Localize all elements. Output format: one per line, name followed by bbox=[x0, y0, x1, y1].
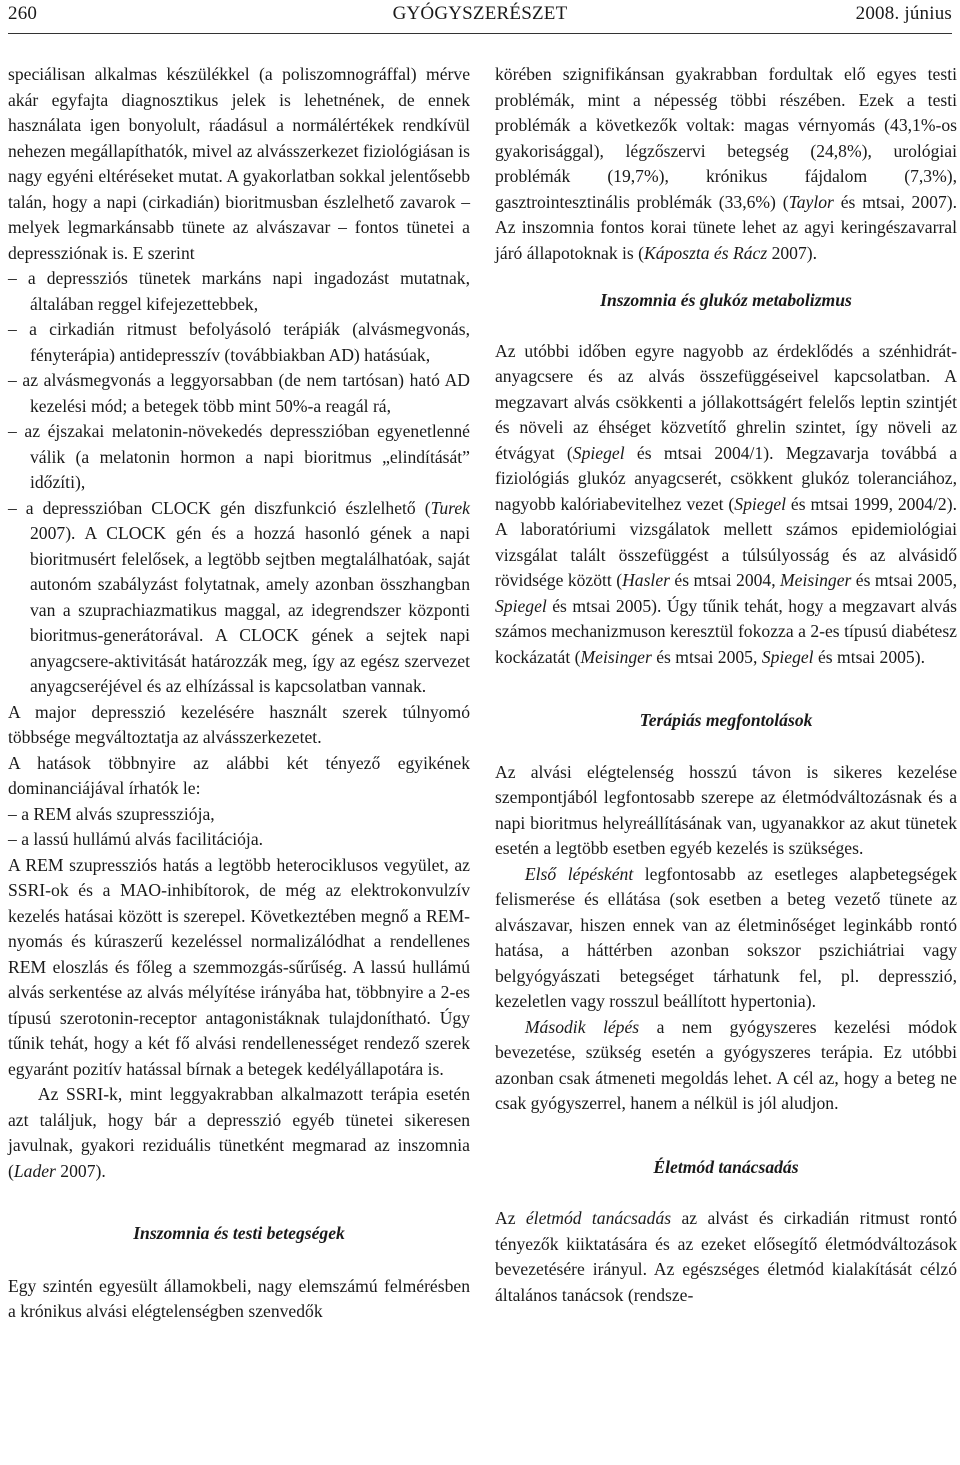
list-item: – a lassú hullámú alvás facilitációja. bbox=[8, 829, 264, 849]
paragraph: A major depresszió kezelésére használt szerek túlnyomó többsége megváltoztatja az alvásszerkezetet. bbox=[8, 701, 470, 747]
paragraph: Az alvási elégtelenség hosszú távon is sikeres kezelése szempontjából legfontosabb szerepe az életmódváltozásnak és a napi bioritmus helyreállításának van, ugyanakkor az akut tünetek esetén a legtöbb esetben egyéb kezelés is szükséges. bbox=[495, 761, 957, 858]
citation: Spiegel bbox=[495, 595, 547, 616]
section-heading: Inszomnia és testi betegségek bbox=[133, 1223, 345, 1243]
paragraph: Az utóbbi időben egyre nagyobb az érdeklődés a szénhidrát-anyagcsere és az alvás összefüggéseivel kapcsolatban. A megzavart alvás csökkenti a jóllakottságért felelős leptin szintjét és növeli az éhséget közvetítő ghrelin szintet, így növeli az étvágyat (Spiegel és mtsai 2004/1). Megzavarja továbbá a fiziológiás glukóz anyagcserét, csökkent glukóz toleranciához, nagyobb kalóriabevitelhez vezet (Spiegel és mtsai 1999, 2004/2). A laboratóriumi vizsgálatok mellett számos epidemiológiai vizsgálat talált összefüggést a túlsúlyosság és az alvásidő rövidsége között (Hasler és mtsai 2004, Meisinger és mtsai 2005, Spiegel és mtsai 2005). Úgy tűnik tehát, hogy a megzavart alvás számos mechanizmuson keresztül fokozza a 2-es típusú diabétesz kockázatát (Meisinger és mtsai 2005, Spiegel és mtsai 2005). bbox=[495, 340, 958, 667]
citation: Turek bbox=[430, 497, 470, 518]
left-column bbox=[8, 62, 470, 1325]
emphasis: Második lépés bbox=[524, 1016, 640, 1037]
list-item: – a REM alvás szupressziója, bbox=[8, 803, 215, 824]
paragraph: Egy szintén egyesült államokbeli, nagy elemszámú felmérésben a krónikus alvási elégtelenségben szenvedők bbox=[8, 1275, 470, 1321]
paragraph: Első lépésként legfontosabb az esetleges alapbetegségek felismerése és ellátása (sok esetben a beteg vezető tünete az alvászavar, hiszen ennek van az életminőséget leginkább rontó hatása, a háttérben azonban sokszor pszichiátriai vagy belgyógyászati betegséget tárhatunk fel, pl. depresszió, kezeletlen vagy rosszul beállított hypertonia). bbox=[495, 863, 957, 1011]
paragraph: Második lépés a nem gyógyszeres kezelési módok bevezetése, szükség esetén a gyógyszeres terápia. Ez utóbbi azonban csak átmeneti megoldás lehet. A cél az, hogy a beteg ne csak gyógyszerrel, hanem a nélkül is jól aludjon. bbox=[495, 1016, 957, 1113]
list-item: – az alvásmegvonás a leggyorsabban (de nem tartósan) ható AD kezelési mód; a betegek több mint 50%-a reagál rá, bbox=[8, 370, 470, 416]
citation: Spiegel bbox=[572, 442, 625, 463]
paragraph: A hatások többnyire az alábbi két tényező egyikének dominanciájával írhatók le: bbox=[8, 752, 470, 798]
citation: Káposzta és Rácz bbox=[644, 242, 768, 263]
issue-date: 2008. június bbox=[855, 3, 952, 24]
section-heading: Inszomnia és glukóz metabolizmus bbox=[600, 290, 852, 310]
paragraph: körében szignifikánsan gyakrabban fordultak elő egyes testi problémák, mint a népesség többi részében. Ezek a testi problémák a következők voltak: magas vérnyomás (43,1%-os gyakorisággal), légzőszervi betegség (24,8%), urológiai problémák (19,7%), krónikus fájdalom (7,3%), gasztrointesztinális problémák (33,6%) (Taylor és mtsai, 2007). Az inszomnia fontos korai tünete lehet az agyi keringészavarral járó állapotoknak is (Káposzta és Rácz 2007). bbox=[495, 64, 957, 263]
citation: Spiegel bbox=[734, 493, 787, 514]
journal-title: GYÓGYSZERÉSZET bbox=[392, 3, 568, 24]
citation: Lader bbox=[13, 1160, 56, 1181]
citation: Taylor bbox=[788, 191, 834, 212]
page-number: 260 bbox=[8, 3, 38, 24]
citation: Meisinger bbox=[780, 570, 852, 590]
right-column bbox=[495, 62, 957, 1308]
citation: Spiegel bbox=[761, 646, 814, 667]
section-heading: Terápiás megfontolások bbox=[639, 710, 813, 730]
page-header bbox=[8, 0, 952, 36]
list-item: – a depresszióban CLOCK gén diszfunkció észlelhető (Turek 2007). A CLOCK gén és a hozzá hasonló gének a napi bioritmusért felelősek, a legtöbb sejtben megtalálhatóak, saját autonóm szabályzást folytatnak, amely azonban összhangban van a szuprachiazmatikus maggal, az idegrendszer központi bioritmus-generátorával. A CLOCK gének a sejtek napi anyagcsere-aktivitását határozzák meg, így az egész szervezet anyagcseréjével és az elhízással is kapcsolatban vannak. bbox=[8, 497, 470, 696]
paragraph: Az életmód tanácsadás az alvást és cirkadián ritmust rontó tényezők kiiktatására és az ezeket elősegítő életmódváltozások bevezetésére irányul. Az egészséges életmód kialakítását célzó általános tanácsok (rendsze- bbox=[495, 1208, 957, 1305]
list-item: – a cirkadián ritmust befolyásoló terápiák (alvásmegvonás, fényterápia) antidepresszív (továbbiakban AD) hatásúak, bbox=[8, 319, 470, 365]
paragraph: A REM szupressziós hatás a legtöbb heterociklusos vegyület, az SSRI-ok és a MAO-inhibítorok, de még az elektrokonvulzív kezelés hatásai között is szerepel. Következtében megnő a REM-nyomás és kúraszerű kezeléssel normalizálódhat a rendellenes REM eloszlás és főleg a szemmozgás-sűrűség. A lassú hullámú alvás serkentése az alvás mélyítése irányába hat, többnyire a 2-es típusú szerotonin-receptor antagonistáknak tulajdonítható. Úgy tűnik tehát, hogy a két fő alvási rendellenességet rendező szerek egyaránt pozitív hatással bírnak a betegek kedélyállapotára is. bbox=[8, 854, 470, 1079]
paragraph: speciálisan alkalmas készülékkel (a poliszomnográffal) mérve akár egyfajta diagnosztikus jelek is lehetnének, de ennek használata igen bonyolult, ráadásul a normálértékek rendkívül nehezen megállapíthatók, mivel az alvásszerkezet fiziológiásan is nagy egyéni eltéréseket mutat. A gyakorlatban sokkal jelentősebb talán, hogy a napi (cirkadián) bioritmusban észlelhető zavarok – melyek legmarkánsabb tünete az alvászavar – fontos tünetei a depressziónak is. E szerint bbox=[8, 64, 470, 263]
header-divider bbox=[8, 33, 952, 34]
section-heading: Életmód tanácsadás bbox=[653, 1156, 799, 1177]
emphasis: Első lépésként bbox=[524, 863, 634, 884]
paragraph: Az SSRI-k, mint leggyakrabban alkalmazott terápia esetén azt találjuk, hogy bár a depresszió egyéb tünetei sikeresen javulnak, gyakori reziduális tünetként megmarad az inszomnia (Lader 2007). bbox=[8, 1084, 470, 1181]
citation: Meisinger bbox=[580, 646, 652, 667]
list-item: – a depressziós tünetek markáns napi ingadozást mutatnak, általában reggel kifejezettebbek, bbox=[8, 268, 470, 314]
citation: Hasler bbox=[622, 570, 670, 590]
emphasis: életmód tanácsadás bbox=[525, 1208, 672, 1228]
list-item: – az éjszakai melatonin-növekedés depresszióban egyenetlenné válik (a melatonin hormon a napi bioritmus „elindítását” időzíti), bbox=[8, 421, 470, 492]
